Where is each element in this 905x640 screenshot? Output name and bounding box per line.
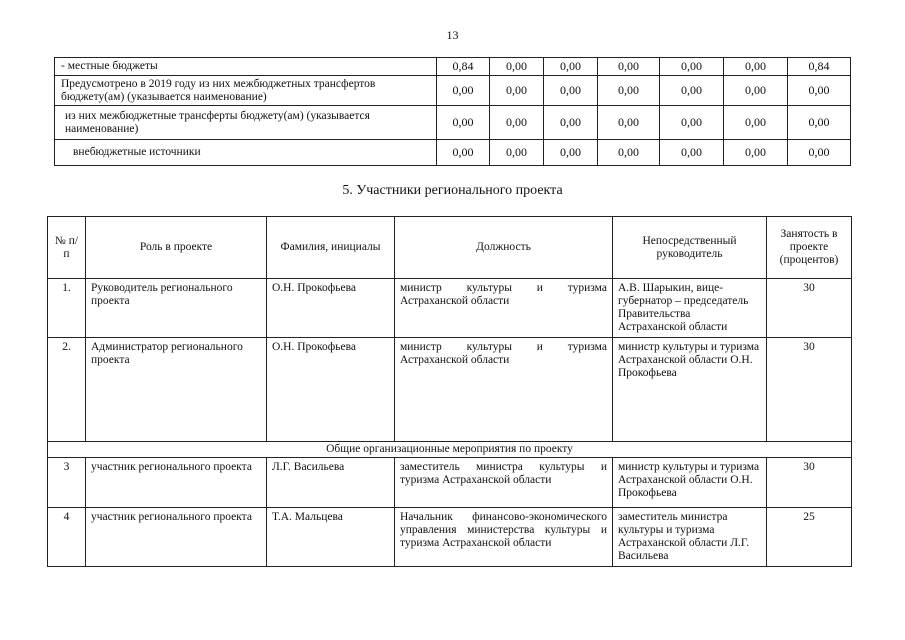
row-num: 1. [48,279,86,338]
budget-cell: 0,00 [544,58,598,76]
budget-cell: 0,00 [724,140,788,166]
budget-cell: 0,00 [544,76,598,106]
budget-cell: 0,00 [490,58,544,76]
budget-row [55,106,851,140]
budget-cell: 0,00 [437,76,490,106]
row-role: участник регионального проекта [86,508,267,567]
row-role: Руководитель регионального проекта [86,279,267,338]
section-row-label: Общие организационные мероприятия по проекту [48,442,852,458]
row-num: 4 [48,508,86,567]
row-name: О.Н. Прокофьева [267,279,395,338]
header-load: Занятость в проекте (процентов) [767,217,852,279]
budget-row-label: Предусмотрено в 2019 году из них межбюджетных трансфертов бюджету(ам) (указывается наименование) [55,76,437,106]
row-role: участник регионального проекта [86,458,267,508]
row-supervisor: министр культуры и туризма Астраханской области О.Н. Прокофьева [613,458,767,508]
budget-cell: 0,00 [437,140,490,166]
budget-cell: 0,00 [490,106,544,140]
row-name: Т.А. Мальцева [267,508,395,567]
budget-cell: 0,00 [724,76,788,106]
row-supervisor: А.В. Шарыкин, вице-губернатор – председатель Правительства Астраханской области [613,279,767,338]
table-header-row [48,217,852,279]
row-name: Л.Г. Васильева [267,458,395,508]
budget-cell: 0,00 [490,140,544,166]
header-role: Роль в проекте [86,217,267,279]
row-position: Начальник финансово-экономического управления министерства культуры и туризма Астраханской области [395,508,613,567]
budget-cell: 0,00 [490,76,544,106]
table-row [48,508,852,567]
header-name: Фамилия, инициалы [267,217,395,279]
row-name: О.Н. Прокофьева [267,338,395,442]
header-position: Должность [395,217,613,279]
row-supervisor: министр культуры и туризма Астраханской области О.Н. Прокофьева [613,338,767,442]
budget-cell: 0,00 [598,140,660,166]
header-num: № п/п [48,217,86,279]
table-row [48,458,852,508]
table-row [48,279,852,338]
budget-row-label: из них межбюджетные трансферты бюджету(ам) (указывается наименование) [55,106,437,140]
budget-cell: 0,00 [660,106,724,140]
page-number: 13 [446,28,459,42]
budget-cell: 0,00 [598,76,660,106]
budget-cell: 0,00 [598,106,660,140]
budget-cell: 0,00 [788,140,851,166]
budget-cell: 0,84 [437,58,490,76]
budget-cell: 0,00 [544,106,598,140]
budget-cell: 0,00 [660,140,724,166]
budget-cell: 0,00 [788,106,851,140]
row-load: 30 [767,338,852,442]
budget-row-label: - местные бюджеты [55,58,437,76]
table-row [48,338,852,442]
section-row [48,442,852,458]
budget-cell: 0,84 [788,58,851,76]
section-title: 5. Участники регионального проекта [342,183,563,198]
row-num: 2. [48,338,86,442]
row-supervisor: заместитель министра культуры и туризма Астраханской области Л.Г. Васильева [613,508,767,567]
budget-cell: 0,00 [788,76,851,106]
budget-cell: 0,00 [598,58,660,76]
row-role: Администратор регионального проекта [86,338,267,442]
row-load: 25 [767,508,852,567]
row-num: 3 [48,458,86,508]
row-position: министр культуры и туризма Астраханской области [395,338,613,442]
budget-row [55,58,851,76]
participants-table [47,216,852,567]
row-load: 30 [767,458,852,508]
budget-cell: 0,00 [544,140,598,166]
budget-cell: 0,00 [724,106,788,140]
row-load: 30 [767,279,852,338]
budget-row [55,76,851,106]
budget-row-label: внебюджетные источники [55,140,437,166]
budget-cell: 0,00 [437,106,490,140]
budget-cell: 0,00 [660,58,724,76]
budget-row [55,140,851,166]
budget-table [54,57,851,166]
budget-cell: 0,00 [724,58,788,76]
row-position: министр культуры и туризма Астраханской области [395,279,613,338]
header-supervisor: Непосредственный руководитель [613,217,767,279]
row-position: заместитель министра культуры и туризма Астраханской области [395,458,613,508]
budget-cell: 0,00 [660,76,724,106]
